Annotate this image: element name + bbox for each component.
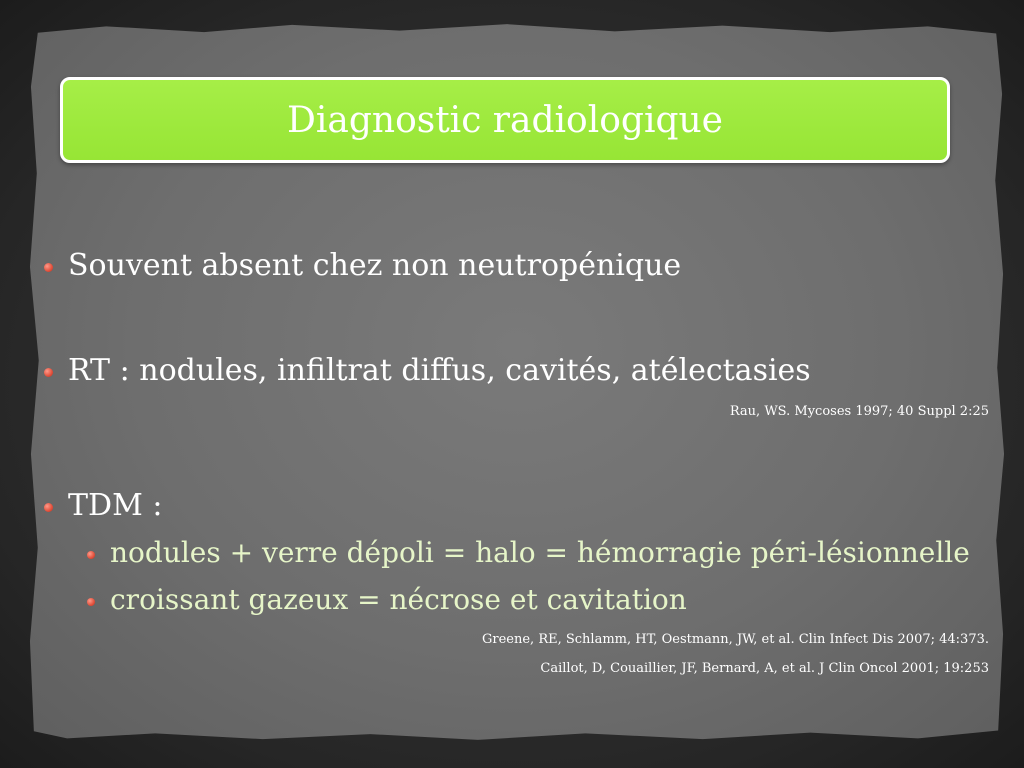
bullet-rt: RT : nodules, infiltrat diffus, cavités, atélectasies [68, 353, 811, 388]
sub-bullet-croissant: croissant gazeux = nécrose et cavitation [110, 583, 687, 616]
sub-bullet-dot-icon [87, 598, 95, 606]
bullet-tdm: TDM : [68, 488, 163, 523]
bullet-souvent-absent: Souvent absent chez non neutropénique [68, 248, 682, 283]
sub-bullet-dot-icon [87, 551, 95, 559]
slide-title: Diagnostic radiologique [287, 99, 723, 141]
reference-caillot: Caillot, D, Couaillier, JF, Bernard, A, et al. J Clin Oncol 2001; 19:253 [540, 661, 989, 676]
reference-greene: Greene, RE, Schlamm, HT, Oestmann, JW, et al. Clin Infect Dis 2007; 44:373. [482, 632, 989, 647]
sub-bullet-halo: nodules + verre dépoli = halo = hémorragie péri-lésionnelle [110, 536, 970, 569]
bullet-dot-icon [44, 368, 53, 377]
bullet-dot-icon [44, 263, 53, 272]
title-box [60, 77, 950, 163]
reference-rau: Rau, WS. Mycoses 1997; 40 Suppl 2:25 [729, 404, 989, 419]
bullet-dot-icon [44, 503, 53, 512]
